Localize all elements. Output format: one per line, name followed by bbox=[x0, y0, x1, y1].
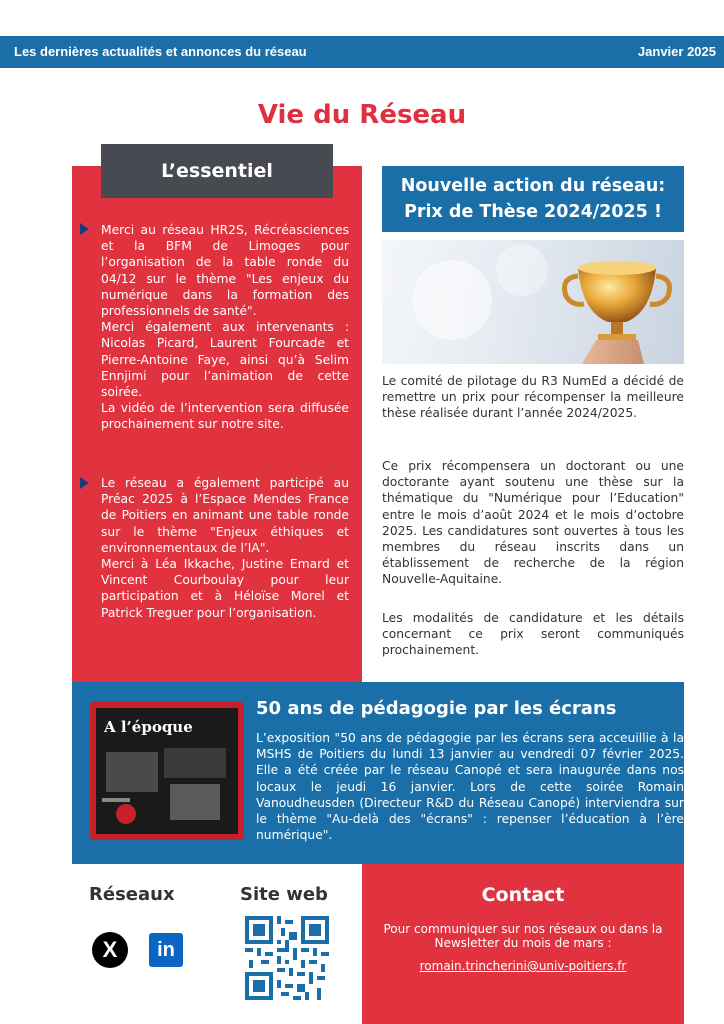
expo-poster-image bbox=[90, 702, 244, 840]
qr-code-icon[interactable] bbox=[245, 916, 329, 1000]
x-twitter-icon[interactable]: X bbox=[92, 932, 128, 968]
essentiel-paragraph: Merci également aux intervenants : Nicolas Picard, Laurent Fourcade et Pierre-Antoine Faye, ainsi qu’à Selim Ennjimi pour l’animation de cette soirée. bbox=[101, 320, 349, 400]
prix-paragraph-1: Le comité de pilotage du R3 NumEd a décidé de remettre un prix pour récompenser la meilleure thèse réalisée durant l’année 2024/2025. bbox=[382, 374, 684, 421]
contact-email-link[interactable]: romain.trincherini@univ-poitiers.fr bbox=[419, 959, 627, 973]
expo-heading: 50 ans de pédagogie par les écrans bbox=[256, 698, 617, 719]
header-subtitle: Les dernières actualités et annonces du réseau bbox=[14, 44, 307, 59]
bullet-arrow-icon bbox=[80, 477, 89, 489]
essentiel-paragraph: Merci à Léa Ikkache, Justine Emard et Vincent Courboulay pour leur participation et à Héloïse Morel et Patrick Treguer pour l’organisation. bbox=[101, 557, 349, 620]
contact-heading: Contact bbox=[481, 884, 565, 906]
essentiel-paragraph: La vidéo de l’intervention sera diffusée prochainement sur notre site. bbox=[101, 401, 349, 432]
site-heading: Site web bbox=[240, 884, 328, 905]
expo-paragraph: L’exposition "50 ans de pédagogie par les écrans sera acceuillie à la MSHS de Poitiers du lundi 13 janvier au vendredi 07 février 2025. Elle a été créée par le réseau Canopé et sera inaugurée dans nos locaux le jeudi 16 janvier. Lors de cette soirée Romain Vanoudheusden (Directeur R&D du Réseau Canopé) interviendra sur le thème "Au-delà des "écrans" : repenser l’éducation à l’ère numérique". bbox=[256, 731, 684, 843]
trophy-icon bbox=[382, 240, 684, 364]
header-date: Janvier 2025 bbox=[637, 44, 716, 59]
prix-paragraph-3: Les modalités de candidature et les détails concernant ce prix seront communiqués prochainement. bbox=[382, 611, 684, 658]
essentiel-heading: L’essentiel bbox=[101, 144, 333, 198]
page-title: Vie du Réseau bbox=[257, 100, 467, 130]
linkedin-icon[interactable]: in bbox=[149, 933, 183, 967]
bullet-arrow-icon bbox=[80, 223, 89, 235]
prix-title-line2: Prix de Thèse 2024/2025 ! bbox=[404, 202, 662, 222]
essentiel-block-1 bbox=[101, 222, 349, 433]
contact-text: Pour communiquer sur nos réseaux ou dans la Newsletter du mois de mars : bbox=[383, 922, 663, 950]
prix-heading bbox=[382, 166, 684, 232]
prix-title-line1: Nouvelle action du réseau: bbox=[400, 176, 666, 196]
essentiel-paragraph: Merci au réseau HR2S, Récréasciences et la BFM de Limoges pour l’organisation de la table ronde du 04/12 sur le thème "Les enjeux du numérique dans la formation des professionnels de santé". bbox=[101, 223, 349, 319]
essentiel-block-2 bbox=[101, 475, 349, 621]
trophy-image bbox=[382, 240, 684, 364]
expo-poster-title: A l’époque bbox=[104, 718, 193, 736]
header-bar bbox=[0, 36, 724, 68]
prix-paragraph-2: Ce prix récompensera un doctorant ou une doctorante ayant soutenu une thèse sur la thématique du "Numérique pour l’Education" entre le mois d’août 2024 et le mois d’octobre 2025. Les candidatures sont ouvertes à tous les membres du réseau inscrits dans un établissement de recherche de la région Nouvelle-Aquitaine. bbox=[382, 459, 684, 587]
reseaux-heading: Réseaux bbox=[89, 884, 175, 905]
essentiel-paragraph: Le réseau a également participé au Préac 2025 à l’Espace Mendes France de Poitiers en animant une table ronde sur le thème "Enjeux éthiques et environnementaux de l’IA". bbox=[101, 476, 349, 555]
